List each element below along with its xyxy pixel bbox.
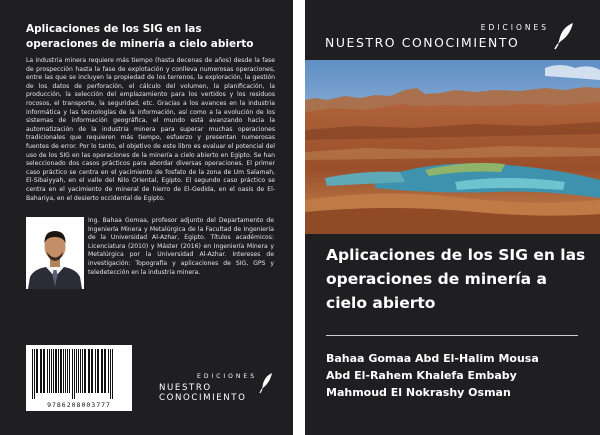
publisher-top-text: EDICIONES [197, 373, 257, 380]
back-cover [0, 0, 293, 435]
author-biography: Ing. Bahaa Gomaa, profesor adjunto del Departamento de Ingeniería Minera y Metalúrgica de la Facultad de Ingeniería de la Universidad Al-Azhar, Egipto. Títulos académicos: Licenciatura (2010) y Máster (2016) en Ingeniería Minera y Metalúrgica por la Universidad Al-Azhar. Intereses de investigación: Topografía y aplicaciones de SIG, GPS y teledetección en la industria minera. [88, 217, 274, 276]
book-title: Aplicaciones de los SIG en las operaciones de minería a cielo abierto [326, 246, 586, 312]
publisher-logo-front [325, 20, 577, 60]
author-name: Abd El-Rahem Khalefa Embaby [326, 369, 517, 382]
publisher-name: NUESTRO CONOCIMIENTO [159, 383, 247, 403]
author-name: Bahaa Gomaa Abd El-Halim Mousa [326, 352, 539, 365]
publisher-name: NUESTRO CONOCIMIENTO [325, 35, 520, 50]
author-photo [26, 217, 84, 289]
back-cover-title: Aplicaciones de los SIG en las operaciones de minería a cielo abierto [26, 23, 254, 50]
author-name: Mahmoud El Nokrashy Osman [326, 386, 511, 399]
spine-gap [293, 0, 305, 435]
publisher-logo-back [159, 370, 277, 403]
quill-pen-icon [553, 22, 575, 50]
publisher-top-text: EDICIONES [480, 23, 549, 32]
author-list [326, 350, 591, 401]
title-divider [326, 335, 578, 336]
isbn-number: 9786208003777 [47, 401, 111, 409]
isbn-barcode [26, 345, 132, 411]
front-cover [305, 0, 600, 435]
barcode-bars [26, 345, 132, 401]
quill-pen-icon [258, 372, 274, 394]
book-description: La industria minera requiere más tiempo (hasta decenas de años) desde la fase de prospección hasta la fase de explotación y conlleva numerosas operaciones, entre las que se incluyen la propiedad de los terrenos, la exploración, la gestión de los datos de perforación, el cálculo del volumen, la planificación, la producción, la selección del emplazamiento para los vertidos y los residuos rocosos, el transporte, la seguridad, etc. Gracias a los avances en la industria informática y las tecnologías de la información, así como a la evolución de los sistemas de información geográfica, el mundo está avanzando hacia la automatización de la industria minera para superar muchas operaciones tradicionales que requieren más tiempo, esfuerzo y presentan numerosas fuentes de error. Por lo tanto, el objetivo de este libro es evaluar el potencial del uso de los SIG en las operaciones de la minería a cielo abierto en Egipto. Se han seleccionado dos casos prácticos para abordar diversas operaciones. El primer caso práctico se centra en el yacimiento de fosfato de la zona de Um Salamah, El-Sibaiyyah, en el valle del Nilo Oriental, Egipto. El segundo caso práctico se centra en el yacimiento de mineral de hierro de El-Gedida, en el oasis de El-Bahariya, en el desierto occidental de Egipto. [26, 57, 275, 202]
cover-photo-open-pit-mine [305, 60, 600, 234]
